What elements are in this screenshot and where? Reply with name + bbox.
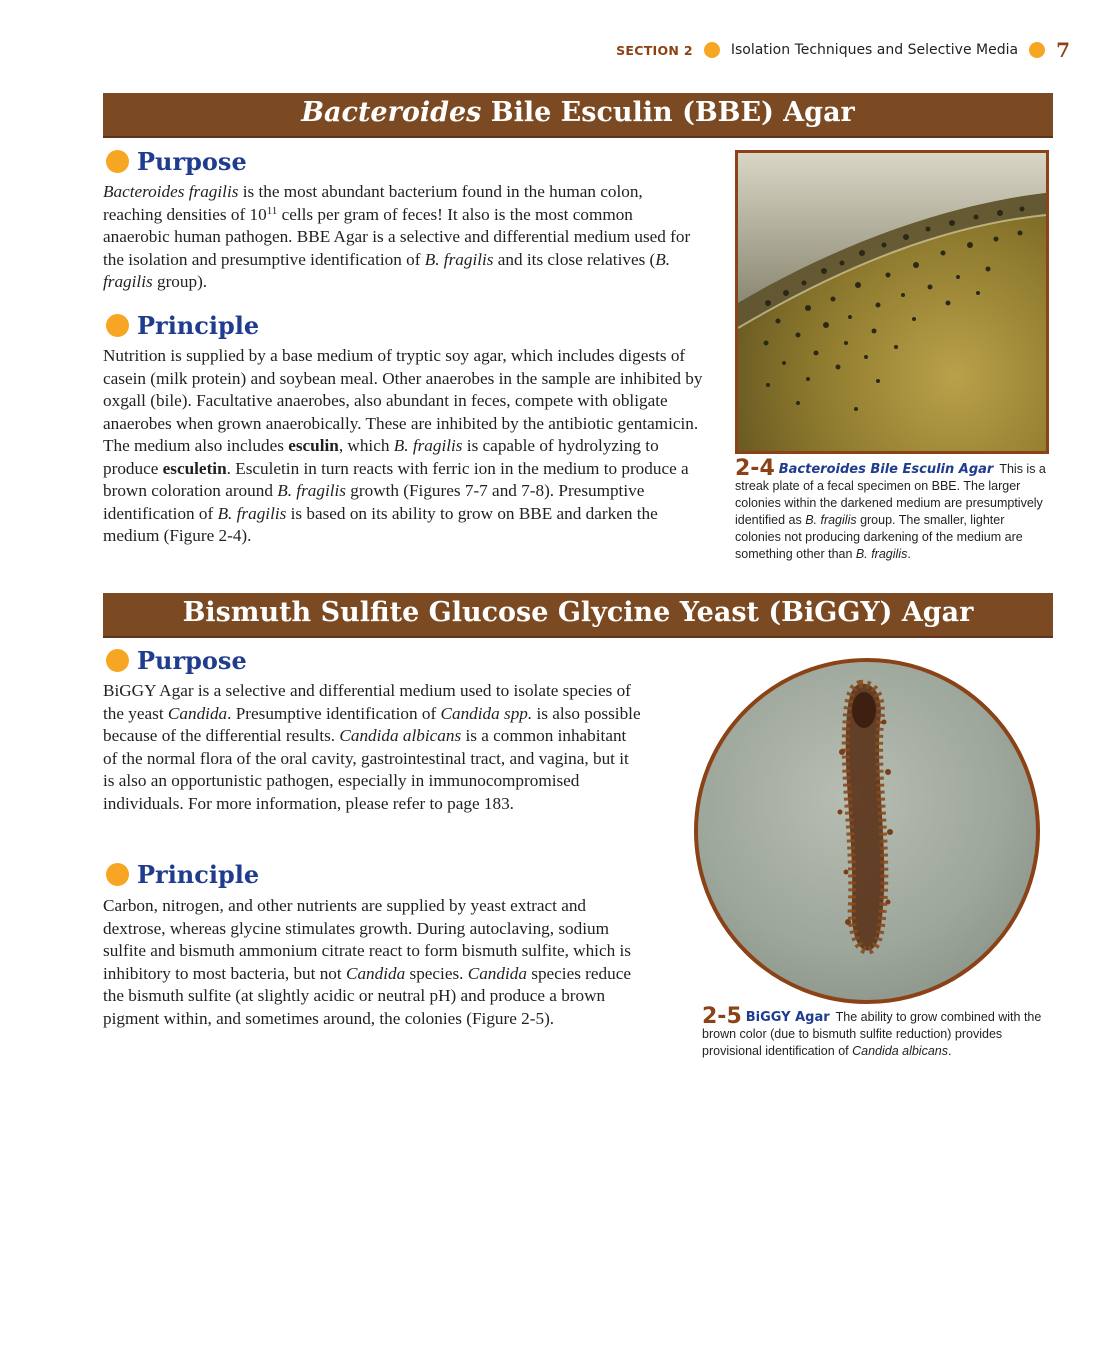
- heading-label: Principle: [137, 310, 260, 340]
- text-run: is a common inhabitant of the normal flora of the oral cavity, gastrointestinal tract, and vagina, but it is also an opportunistic pathogen, especially in immunocompromised individuals. For more information, please refer to page 183.: [103, 726, 629, 813]
- figure-title: BiGGY Agar: [745, 1010, 830, 1025]
- text-run: is based on its ability to grow on BBE and darken the medium (Figure 2-4).: [103, 503, 658, 545]
- bbe-plate-illustration: [738, 153, 1046, 451]
- text-run: , which: [338, 436, 394, 455]
- text-run: BiGGY Agar is a selective and differential medium used to isolate species of the yeast: [103, 681, 631, 723]
- biggy-principle-heading: [106, 860, 259, 888]
- bbe-banner-rest: Bile Esculin (BBE) Agar: [481, 97, 855, 128]
- figure-number: 2-4: [735, 456, 775, 481]
- figure-2-4-caption: [735, 456, 1053, 563]
- running-head-title: Isolation Techniques and Selective Media: [730, 42, 1019, 58]
- bullet-dot-icon: [1029, 42, 1045, 58]
- superscript: 11: [266, 204, 278, 217]
- text-run: Candida: [167, 703, 228, 723]
- text-run: . Presumptive identification of: [227, 703, 441, 723]
- heading-label: Principle: [137, 859, 260, 889]
- bullet-dot-icon: [106, 649, 129, 672]
- figure-title: Bacteroides Bile Esculin Agar: [778, 462, 994, 477]
- bullet-dot-icon: [106, 314, 129, 337]
- text-run: esculetin: [162, 458, 227, 478]
- text-run: B. fragilis: [217, 503, 287, 523]
- text-run: .: [907, 547, 911, 561]
- text-run: B. fragilis: [855, 547, 908, 561]
- text-run: The ability to grow combined with the brown color (due to bismuth sulfite reduction) provides provisional identification of: [702, 1010, 1042, 1058]
- bullet-dot-icon: [704, 42, 720, 58]
- text-run: .: [948, 1044, 952, 1058]
- text-run: Candida albicans: [852, 1044, 948, 1058]
- running-head: [616, 38, 1070, 62]
- bullet-dot-icon: [106, 150, 129, 173]
- bbe-purpose-heading: [106, 147, 247, 175]
- text-run: B. fragilis: [805, 513, 857, 527]
- bbe-agar-plate-photo: [735, 150, 1049, 454]
- biggy-purpose-heading: [106, 646, 247, 674]
- text-run: esculin: [288, 436, 339, 455]
- bbe-purpose-text: [103, 181, 701, 294]
- text-run: species.: [405, 963, 468, 983]
- text-run: is the most abundant bacterium found in the human colon, reaching densities of 10: [103, 182, 643, 224]
- text-run: Candida spp.: [440, 703, 533, 723]
- text-run: B. fragilis: [103, 249, 671, 291]
- text-run: group. The smaller, lighter colonies not producing darkening of the medium are something other than: [735, 513, 1023, 561]
- text-run: Candida: [467, 963, 527, 983]
- heading-label: Purpose: [137, 645, 247, 675]
- bbe-banner-italic: Bacteroides: [301, 97, 482, 128]
- text-run: cells per gram of feces! It also is the most common anaerobic human pathogen. BBE Agar is a selective and differential medium used for the isolation and presumptive identification of: [103, 204, 691, 269]
- bbe-principle-text: [103, 345, 703, 548]
- text-run: Bacteroides fragilis: [103, 182, 239, 201]
- bbe-principle-heading: [106, 311, 259, 339]
- text-run: Carbon, nitrogen, and other nutrients are supplied by yeast extract and dextrose, whereas glycine stimulates growth. During autoclaving, sodium sulfite and bismuth ammonium citrate react to form bismuth sulfite, which is inhibitory to most bacteria, but not: [103, 896, 631, 983]
- biggy-principle-text: [103, 895, 643, 1030]
- heading-label: Purpose: [137, 146, 247, 176]
- text-run: species reduce the bismuth sulfite (at slightly acidic or neutral pH) and produce a brown pigment within, and sometimes around, the colonies (Figure 2-5).: [103, 963, 631, 1028]
- biggy-section-banner: Bismuth Sulfite Glucose Glycine Yeast (BiGGY) Agar: [103, 593, 1053, 638]
- section-label: SECTION 2: [616, 42, 693, 58]
- text-run: Nutrition is supplied by a base medium of tryptic soy agar, which includes digests of casein (milk protein) and soybean meal. Other anaerobes in the sample are inhibited by oxgall (bile). Facultative anaerobes, also abundant in feces, compete with obligate anaerobes when grown anaerobically. These are inhibited by the antibiotic gentamicin. The medium also includes: [103, 346, 703, 455]
- bullet-dot-icon: [106, 863, 129, 886]
- text-run: B. fragilis: [424, 249, 494, 269]
- text-run: This is a streak plate of a fecal specimen on BBE. The larger colonies within the darkened medium are presumptively identified as: [735, 462, 1046, 527]
- biggy-plate-illustration: [698, 662, 1036, 1000]
- figure-number: 2-5: [702, 1004, 742, 1029]
- biggy-agar-plate-photo: [694, 658, 1040, 1004]
- text-run: group).: [152, 272, 208, 291]
- bbe-section-banner: [103, 93, 1053, 138]
- text-run: and its close relatives (: [493, 249, 656, 269]
- text-run: B. fragilis: [393, 436, 463, 455]
- text-run: is also possible because of the differential results.: [103, 703, 641, 745]
- text-run: Candida albicans: [339, 726, 462, 745]
- text-run: growth (Figures 7-7 and 7-8). Presumptive identification of: [103, 481, 645, 523]
- text-run: is capable of hydrolyzing to produce: [103, 436, 659, 478]
- figure-2-5-caption: [702, 1004, 1052, 1060]
- page-number: 7: [1056, 38, 1070, 62]
- text-run: . Esculetin in turn reacts with ferric ion in the medium to produce a brown coloration around: [103, 458, 689, 500]
- text-run: Candida: [345, 963, 406, 983]
- text-run: B. fragilis: [277, 481, 346, 500]
- biggy-purpose-text: [103, 680, 643, 815]
